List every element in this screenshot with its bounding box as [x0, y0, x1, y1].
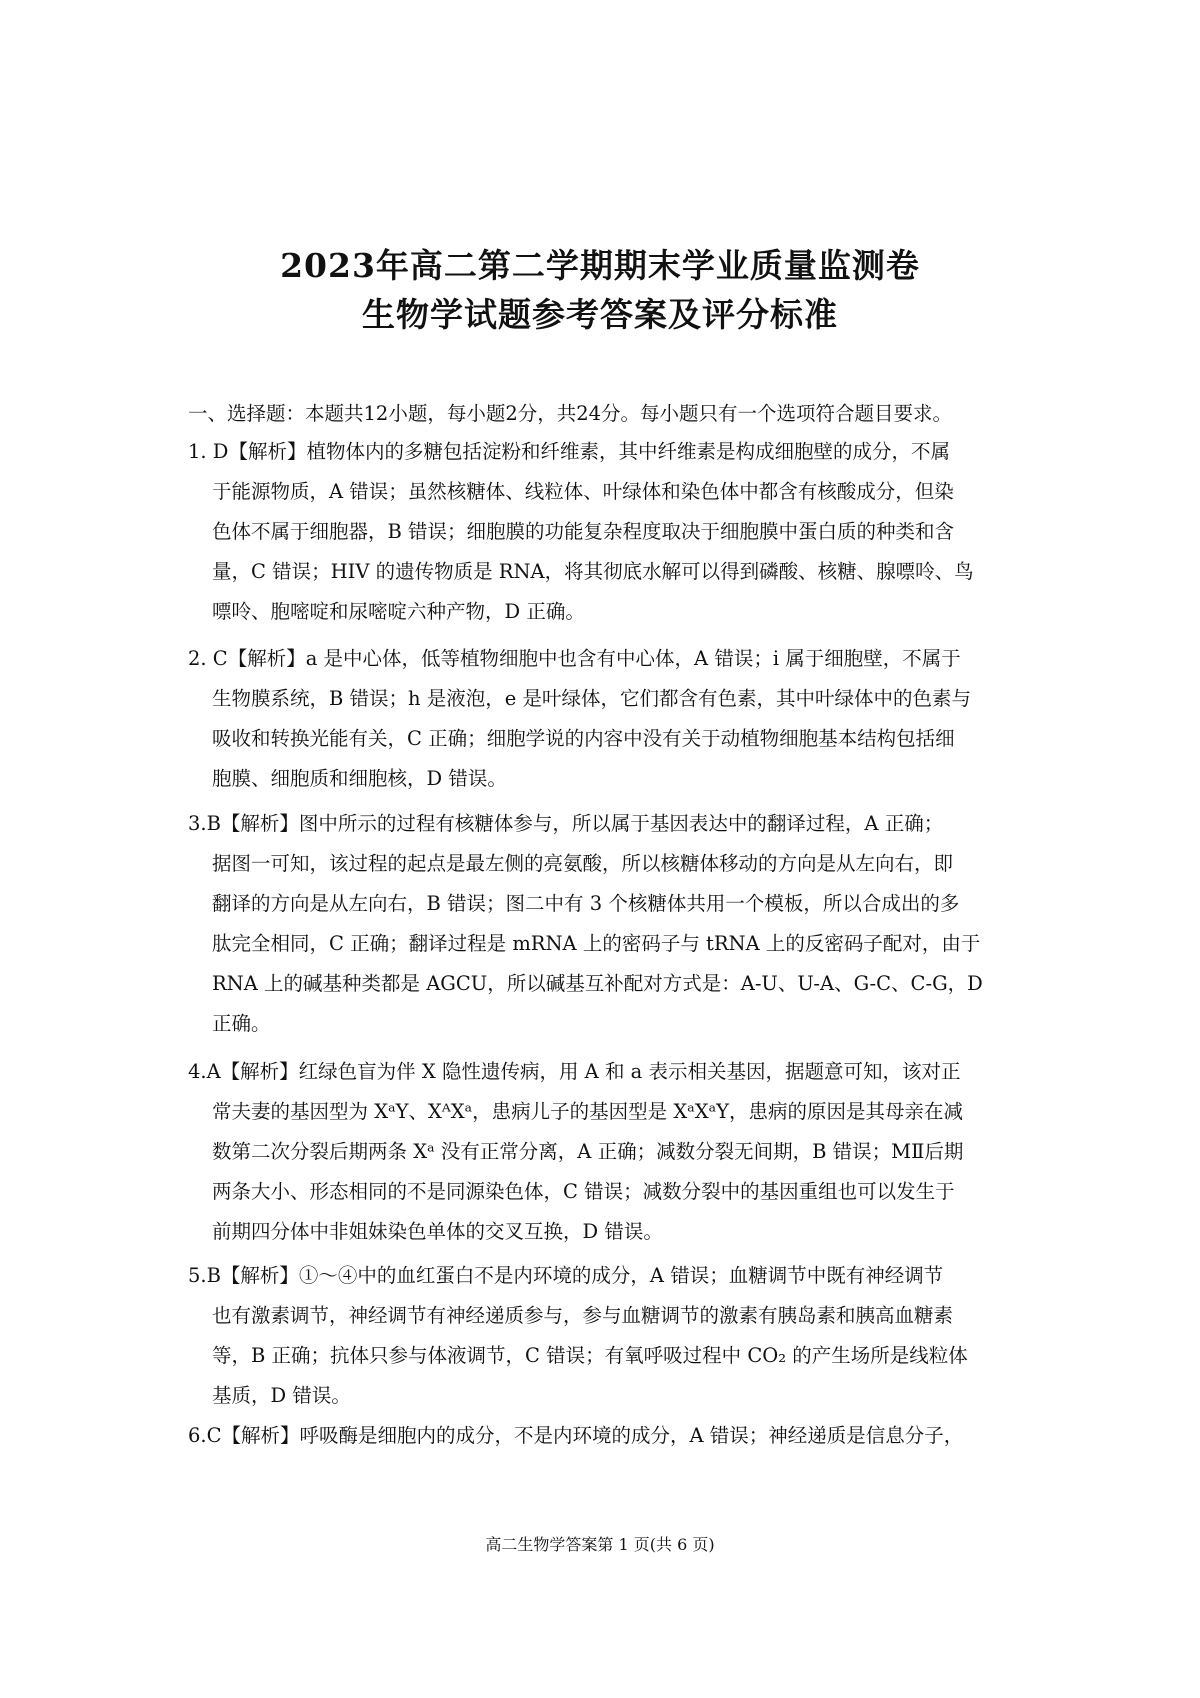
page-subtitle: 生物学试题参考答案及评分标准	[362, 295, 838, 334]
answer-line: 常夫妻的基因型为 XᵃY、XᴬXᵃ，患病儿子的基因型是 XᵃXᵃY，患病的原因是其母亲在减	[212, 1100, 964, 1123]
answer-line: 4.A【解析】红绿色盲为伴 X 隐性遗传病，用 A 和 a 表示相关基因，据题意可知，该对正	[188, 1060, 961, 1083]
answer-line: 也有激素调节，神经调节有神经递质参与，参与血糖调节的激素有胰岛素和胰高血糖素	[212, 1304, 954, 1327]
answer-line: 于能源物质，A 错误；虽然核糖体、线粒体、叶绿体和染色体中都含有核酸成分，但染	[212, 480, 954, 503]
answer-line: 翻译的方向是从左向右，B 错误；图二中有 3 个核糖体共用一个模板，所以合成出的多	[212, 892, 960, 915]
answer-line: 1. D【解析】植物体内的多糖包括淀粉和纤维素，其中纤维素是构成细胞壁的成分，不属	[188, 440, 950, 463]
answer-line: 嘌呤、胞嘧啶和尿嘧啶六种产物，D 正确。	[212, 600, 585, 623]
answer-line: 生物膜系统，B 错误；h 是液泡，e 是叶绿体，它们都含有色素，其中叶绿体中的色素与	[212, 687, 972, 710]
answer-line: RNA 上的碱基种类都是 AGCU，所以碱基互补配对方式是：A-U、U-A、G-C、C-G，D	[212, 972, 983, 995]
answer-line: 正确。	[212, 1012, 271, 1035]
answer-line: 前期四分体中非姐妹染色单体的交叉互换，D 错误。	[212, 1220, 663, 1243]
answer-line: 等，B 正确；抗体只参与体液调节，C 错误；有氧呼吸过程中 CO₂ 的产生场所是线粒体	[212, 1344, 968, 1367]
answer-line: 基质，D 错误。	[212, 1384, 351, 1407]
answer-line: 两条大小、形态相同的不是同源染色体，C 错误；减数分裂中的基因重组也可以发生于	[212, 1180, 955, 1203]
answer-line: 胞膜、细胞质和细胞核，D 错误。	[212, 767, 507, 790]
answer-item-6	[188, 1416, 1024, 1456]
answer-line: 数第二次分裂后期两条 Xᵃ 没有正常分离，A 正确；减数分裂无间期，B 错误；MⅡ后期	[212, 1140, 964, 1163]
answer-line: 5.B【解析】①～④中的血红蛋白不是内环境的成分，A 错误；血糖调节中既有神经调节	[188, 1264, 944, 1287]
answer-item-1	[188, 432, 1024, 632]
answer-item-2	[188, 639, 1024, 799]
answer-line: 肽完全相同，C 正确；翻译过程是 mRNA 上的密码子与 tRNA 上的反密码子配对，由于	[212, 932, 981, 955]
answer-line: 2. C【解析】a 是中心体，低等植物细胞中也含有中心体，A 错误；i 属于细胞壁，不属于	[188, 647, 961, 670]
page-footer: 高二生物学答案第 1 页(共 6 页)	[485, 1535, 715, 1554]
page-title: 2023年高二第二学期期末学业质量监测卷	[280, 246, 920, 285]
section-heading: 一、选择题：本题共12小题，每小题2分，共24分。每小题只有一个选项符合题目要求。	[188, 402, 953, 425]
answer-item-5	[188, 1256, 1024, 1416]
answer-item-3	[188, 804, 1024, 1044]
answer-line: 量，C 错误；HIV 的遗传物质是 RNA，将其彻底水解可以得到磷酸、核糖、腺嘌呤、鸟	[212, 560, 974, 583]
answer-line: 吸收和转换光能有关，C 正确；细胞学说的内容中没有关于动植物细胞基本结构包括细	[212, 727, 955, 750]
answer-line: 3.B【解析】图中所示的过程有核糖体参与，所以属于基因表达中的翻译过程，A 正确；	[188, 812, 944, 835]
answer-line: 6.C【解析】呼吸酶是细胞内的成分，不是内环境的成分，A 错误；神经递质是信息分子，	[188, 1424, 964, 1447]
answer-line: 据图一可知，该过程的起点是最左侧的亮氨酸，所以核糖体移动的方向是从左向右，即	[212, 852, 954, 875]
answer-line: 色体不属于细胞器，B 错误；细胞膜的功能复杂程度取决于细胞膜中蛋白质的种类和含	[212, 520, 955, 543]
answer-item-4	[188, 1052, 1024, 1252]
